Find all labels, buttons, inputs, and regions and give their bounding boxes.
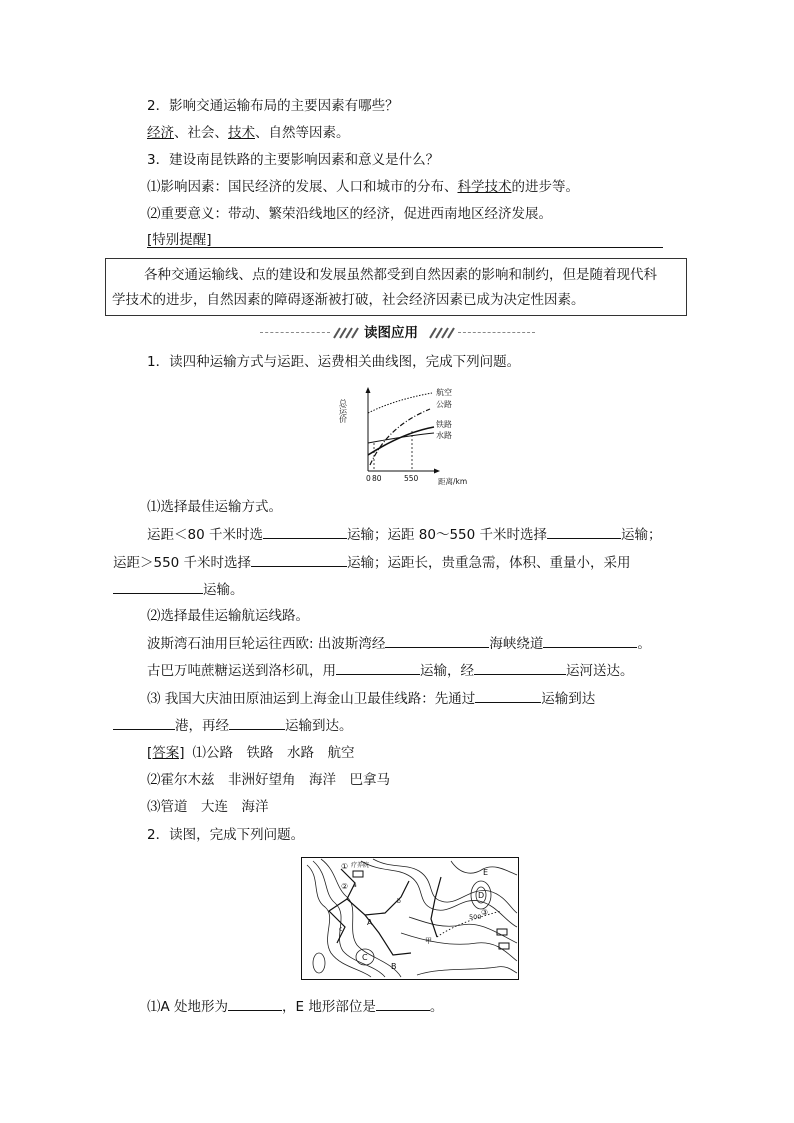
tip-header-rule [147, 247, 663, 248]
blank-sugar-mode[interactable] [336, 660, 420, 675]
q2-answer-rest: 、自然等因素。 [255, 125, 350, 141]
section-divider [260, 324, 535, 342]
ex1-line-3 [113, 579, 244, 600]
q2-answer-economy: 经济 [147, 125, 174, 141]
label-A: A [367, 918, 373, 927]
chart-xlabel: 距离/km [438, 477, 468, 486]
ex2-q1a-text: ⑴A 处地形为 [147, 999, 229, 1015]
l5c-text: 运河送达。 [566, 663, 634, 679]
chart-ylabel: 总运价 [338, 399, 348, 423]
divider-left-line [260, 332, 330, 333]
blank-first-mode[interactable] [475, 688, 541, 703]
ex1-line-2 [113, 552, 631, 573]
tip-header: [特别提醒] [147, 232, 212, 248]
label-B: B [391, 962, 397, 971]
l1a-text: 运距＜80 千米时选 [147, 527, 263, 543]
tick-label-80: 80 [372, 474, 382, 483]
blank-port[interactable] [113, 715, 175, 730]
ex1-answer-line-3: ⑶管道 大连 海洋 [147, 799, 269, 815]
l4a-text: 波斯湾石油用巨轮运往西欧: 出波斯湾经 [147, 636, 386, 652]
ex1-intro: 1．读四种运输方式与运距、运费相关曲线图，完成下列问题。 [147, 354, 521, 370]
blank-strait[interactable] [385, 633, 489, 648]
l2b-text: 运输；运距长，贵重急需，体积、重量小，采用 [347, 555, 631, 571]
transport-cost-chart [340, 385, 480, 487]
ex1-answer-line-2: ⑵霍尔木兹 非洲好望角 海洋 巴拿马 [147, 772, 390, 788]
answer-label: [答案] [147, 745, 185, 761]
series-label-air: 航空 [436, 388, 452, 397]
l5a-text: 古巴万吨蔗糖运送到洛杉矶，用 [147, 663, 336, 679]
q2-answer [147, 123, 350, 143]
blank-long-distance[interactable] [251, 552, 347, 567]
blank-mid-distance[interactable] [547, 524, 621, 539]
l2a-text: 运距＞550 千米时选择 [113, 555, 252, 571]
label-marker-3: ③ [481, 908, 489, 917]
l1c-text: 运输； [621, 527, 662, 543]
ex2-intro: 2．读图，完成下列问题。 [147, 827, 305, 843]
series-air-line [368, 393, 432, 413]
label-500: 500 [469, 913, 482, 921]
contour-map [301, 857, 519, 980]
series-label-road: 公路 [436, 400, 452, 409]
blank-urgent-cargo[interactable] [113, 579, 203, 594]
ex1-line-4 [147, 633, 651, 654]
label-b-small: b [397, 898, 401, 905]
tick-label-550: 550 [404, 474, 419, 483]
ex1-line-5 [147, 660, 634, 681]
q2-question: 2．影响交通运输布局的主要因素有哪些？ [147, 98, 399, 114]
label-a-small: a [353, 882, 357, 889]
label-marker-2: ② [341, 882, 349, 891]
divider-right-hatch [428, 328, 454, 338]
l3-text: 运输。 [203, 582, 244, 598]
l4c-text: 。 [637, 636, 651, 652]
ex1-line-6 [147, 688, 595, 709]
q3-factor-prefix: ⑴影响因素：国民经济的发展、人口和城市的分布、 [147, 179, 458, 195]
q3-factor-suffix: 的进步等。 [511, 179, 579, 195]
label-marker-1: ① [341, 862, 349, 871]
q2-answer-tech: 技术 [228, 125, 255, 141]
label-D: D [478, 891, 485, 900]
answer-1: ⑴公路 铁路 水路 航空 [192, 745, 355, 761]
l6a-text: ⑶ 我国大庆油田原油运到上海金山卫最佳线路：先通过 [147, 691, 476, 707]
tip-line-2: 学技术的进步，自然因素的障碍逐渐被打破，社会经济因素已成为决定性因素。 [112, 292, 585, 308]
label-C: C [362, 953, 368, 962]
divider-left-hatch [332, 328, 358, 338]
label-c-small: c [339, 926, 343, 933]
ex2-q1c-text: 。 [429, 999, 444, 1015]
blank-canal[interactable] [474, 660, 566, 675]
section-title: 读图应用 [364, 325, 418, 341]
ex1-line-1 [147, 524, 662, 545]
blank-landform-a[interactable] [228, 996, 282, 1011]
tick-label-0: 0 [366, 474, 371, 483]
label-sanatorium: 疗养院 [351, 862, 370, 869]
chart-y-arrow [366, 387, 371, 393]
series-label-rail: 铁路 [436, 420, 452, 429]
chart-x-arrow [434, 469, 440, 474]
l7b-text: 运输到达。 [285, 718, 353, 734]
ex1-line-7 [113, 715, 353, 736]
blank-short-distance[interactable] [263, 524, 347, 539]
q3-meaning: ⑵重要意义：带动、繁荣沿线地区的经济，促进西南地区经济发展。 [147, 206, 552, 222]
blank-second-mode[interactable] [229, 715, 285, 730]
divider-right-line [458, 332, 535, 333]
l6b-text: 运输到达 [541, 691, 596, 707]
q3-factor-tech: 科学技术 [457, 179, 512, 195]
ex2-q1 [147, 996, 443, 1017]
series-label-water: 水路 [436, 431, 452, 440]
l1b-text: 运输；运距 80～550 千米时选择 [346, 527, 548, 543]
q2-answer-social: 、社会、 [174, 125, 228, 141]
l7a-text: 港，再经 [175, 718, 229, 734]
ex1-sub2: ⑵选择最佳运输航运线路。 [147, 608, 309, 624]
blank-cape[interactable] [543, 633, 637, 648]
l4b-text: 海峡绕道 [489, 636, 544, 652]
ex1-sub1: ⑴选择最佳运输方式。 [147, 499, 282, 515]
ex1-answer-line-1 [147, 743, 355, 763]
q3-question: 3．建设南昆铁路的主要影响因素和意义是什么？ [147, 152, 440, 168]
label-jia: 甲 [425, 937, 432, 945]
ex2-q1b-text: ，E 地形部位是 [282, 999, 376, 1015]
label-E: E [483, 868, 489, 877]
l5b-text: 运输，经 [420, 663, 474, 679]
tip-box [105, 258, 687, 316]
q3-factors [147, 177, 579, 197]
tip-line-1: 各种交通运输线、点的建设和发展虽然都受到自然因素的影响和制约，但是随着现代科 [144, 267, 657, 283]
blank-landform-e[interactable] [376, 996, 430, 1011]
